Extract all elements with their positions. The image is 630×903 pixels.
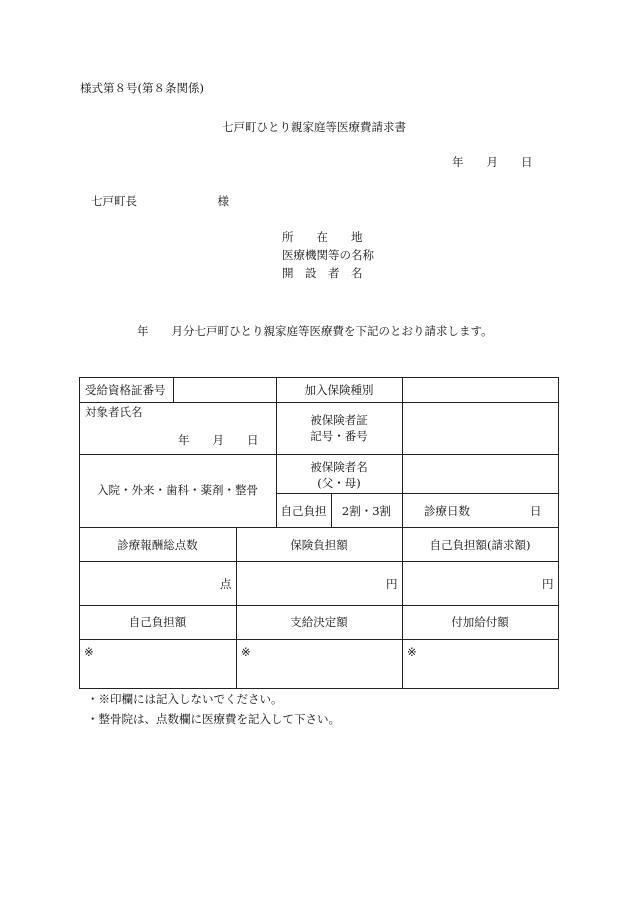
- total-points-label: 診療報酬総点数: [117, 538, 198, 552]
- insurance-type-label: 加入保険種別: [304, 383, 374, 397]
- insured-card-label-1: 被保険者証: [310, 413, 368, 427]
- address-label: 所 在 地: [282, 230, 363, 244]
- care-type-options[interactable]: 入院・外来・歯科・薬剤・整骨: [97, 483, 258, 497]
- copay-rate-options[interactable]: 2割・3割: [341, 504, 392, 518]
- institution-name-label: 医療機関等の名称: [282, 248, 374, 262]
- office-use-mark-1: ※: [84, 645, 94, 659]
- patient-birthdate: 年 月 日: [178, 433, 259, 447]
- recipient-number-label: 受給資格証番号: [85, 383, 166, 397]
- request-sentence: 年 月分七戸町ひとり親家庭等医療費を下記のとおり請求します。: [137, 324, 493, 338]
- note-item: ・※印欄には記入しないでください。: [87, 692, 283, 706]
- insured-name-label-1: 被保険者名: [310, 460, 368, 474]
- self-burden-claim-label: 自己負担額(請求額): [429, 538, 531, 552]
- founder-name-label: 開 設 者 名: [282, 266, 363, 280]
- copay-label: 自己負担: [280, 504, 327, 518]
- insurance-burden-yen-unit: 円: [386, 577, 398, 591]
- insured-card-label-2: 記号・番号: [310, 429, 368, 443]
- office-use-mark-2: ※: [241, 645, 251, 659]
- self-burden-yen-unit: 円: [542, 577, 554, 591]
- self-burden-label: 自己負担額: [128, 615, 187, 629]
- additional-benefit-label: 付加給付額: [451, 615, 509, 629]
- insurance-burden-label: 保険負担額: [290, 538, 348, 552]
- office-use-mark-3: ※: [407, 645, 417, 659]
- note-item: ・整骨院は、点数欄に医療費を記入して下さい。: [87, 712, 340, 726]
- treatment-days-unit: 日: [530, 504, 542, 518]
- payment-decided-label: 支給決定額: [290, 615, 348, 629]
- addressee: 七戸町長 様: [91, 194, 229, 208]
- treatment-days-label: 診療日数: [424, 504, 470, 518]
- document-title: 七戸町ひとり親家庭等医療費請求書: [222, 120, 406, 134]
- insured-name-label-2: (父・母): [317, 476, 361, 490]
- points-unit: 点: [220, 577, 232, 591]
- patient-name-label: 対象者氏名: [85, 405, 143, 419]
- date-field: 年 月 日: [452, 155, 533, 169]
- form-number: 様式第８号(第８条関係): [80, 81, 204, 95]
- claim-table: [79, 377, 559, 689]
